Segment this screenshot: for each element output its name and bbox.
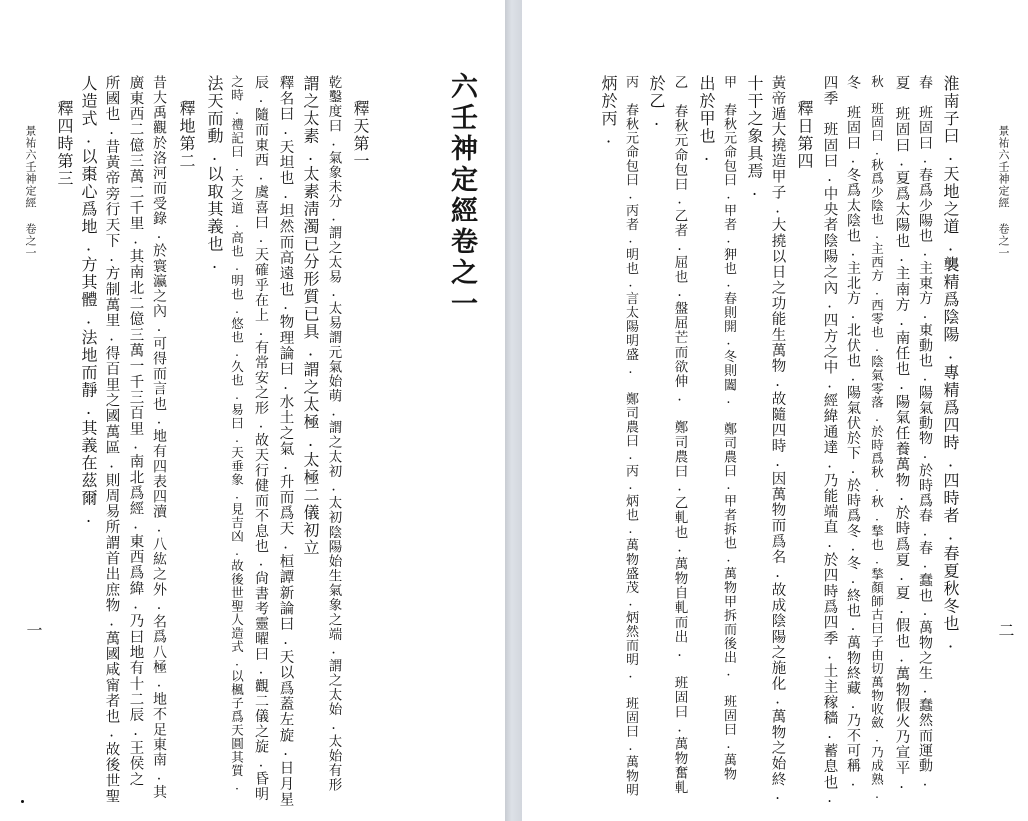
right-column-11: 出於甲也. — [697, 75, 716, 166]
left-page — [0, 0, 505, 821]
left-column-8: 釋地第二 — [177, 100, 196, 170]
left-column-13: 釋四時第三 — [55, 100, 74, 188]
page-gutter — [505, 0, 522, 821]
left-column-4: 釋名曰.天坦也.坦然而高遠也.物理論曰.水土之氣.升而爲天.桓譚新論曰.天以爲蓋左旋.日月星 — [277, 75, 294, 808]
right-column-9: 十干之象具焉. — [745, 75, 764, 201]
left-page-number: 一 — [24, 622, 43, 640]
left-column-1: 釋天第一 — [351, 100, 370, 170]
left-column-6: 之時.禮記曰.天之道.高也.明也.悠也.久也.易曰.天垂象.見吉凶.故後世聖人造式.以楓子爲天圓其質. — [229, 75, 245, 794]
right-running-header: 景祐六壬神定經 卷之一 — [997, 125, 1010, 259]
right-column-5: 冬 班固曰.冬爲太陰也.主北方.北伏也.陽氣伏於下.於時爲冬.冬.終也.萬物終藏.乃不可稱. — [845, 75, 861, 791]
right-column-2: 春 班固曰.春爲少陽也.主東方.東動也.陽氣動物.於時爲春.春.蠢也.萬物之生.蠢然而運動. — [917, 75, 933, 791]
right-column-6: 四季 班固曰.中央者陰陽之內.四方之中.經緯通達.乃能端直.於四時爲四季.土主稼穡.蓄息也. — [821, 75, 838, 808]
left-running-header: 景祐六壬神定經 卷之一 — [24, 125, 37, 259]
right-column-12: 乙 春秋元命包曰.乙者.屈也.盤屈芒而欲伸. 鄭司農曰.乙軋也.萬物自軋而出. 班固曰.萬物奮軋 — [671, 75, 688, 795]
chapter-title: 六壬神定經卷之一 — [446, 72, 477, 320]
right-page — [522, 0, 1028, 821]
left-column-2: 乾鑿度曰.氣象未分.謂之太易.太易謂元氣始萌.謂之太初.太初陰陽始生氣象之端.謂之太始.太始有形 — [325, 75, 342, 793]
left-column-11: 所國也.昔黃帝旁行天下.方制萬里.得百里之國萬區.則周易所謂首出庶物.萬國咸甯者也.故後世聖 — [103, 75, 120, 805]
left-column-9: 昔大禹觀於洛河而受錄.於寰瀛之內.可得而言也.地有四表四瀆.八紘之外.名爲八極.地不足東南.其 — [151, 75, 167, 800]
right-column-15: 炳於丙. — [599, 75, 618, 148]
left-column-5: 辰.隨而東西.虞喜曰.天確乎在上.有常安之形.故天行健而不息也.尙書考靈曜曰.觀二儀之旋.昏明 — [253, 75, 269, 802]
right-page-number: 二 — [996, 622, 1015, 640]
right-column-8: 黃帝遁大撓造甲子.大撓以日之功能生萬物.故隨四時.因萬物而爲名.故成陰陽之施化.萬物之始終. — [769, 75, 786, 805]
right-column-10: 甲 春秋元命包曰.甲者.狎也.春則開.冬則闔. 鄭司農曰.甲者拆也.萬物甲拆而後出. 班固曰.萬物 — [721, 75, 736, 781]
left-column-12: 人造式.以棗心爲地.方其體.法地而靜.其義在茲爾. — [79, 75, 98, 528]
right-column-1: 淮南子曰.天地之道.襲精爲陰陽.專精爲四時.四時者.春夏秋冬也. — [941, 75, 960, 653]
right-column-3: 夏 班固曰.夏爲太陽也.主南方.南任也.陽氣任養萬物.於時爲夏.夏.假也.萬物假火乃宣平. — [893, 75, 910, 794]
left-column-10: 廣東西二億三萬二千里.其南北二億三萬一千三百里.南北爲經.東西爲緯.乃曰地有十二辰.王侯之 — [127, 75, 144, 788]
left-column-3: 謂之太素.太素淸濁已分形質已具.謂之太極.太極二儀初立 — [301, 75, 320, 557]
right-column-13: 於乙. — [647, 75, 666, 131]
right-column-14: 丙 春秋元命包曰.丙者.明也.言太陽明盛. 鄭司農曰.丙.炳也.萬物盛茂.炳然而明. 班固曰.萬物明 — [623, 75, 638, 797]
stray-mark — [21, 800, 24, 803]
right-column-7: 釋日第四 — [795, 100, 814, 170]
left-column-7: 法天而動.以取其義也. — [205, 75, 224, 274]
right-column-4: 秋 班固曰.秋爲少陰也.主西方.西零也.陰氣零落.於時爲秋.秋.揫也.揫顏師古曰子由切萬物收斂.乃成熟. — [869, 75, 885, 802]
